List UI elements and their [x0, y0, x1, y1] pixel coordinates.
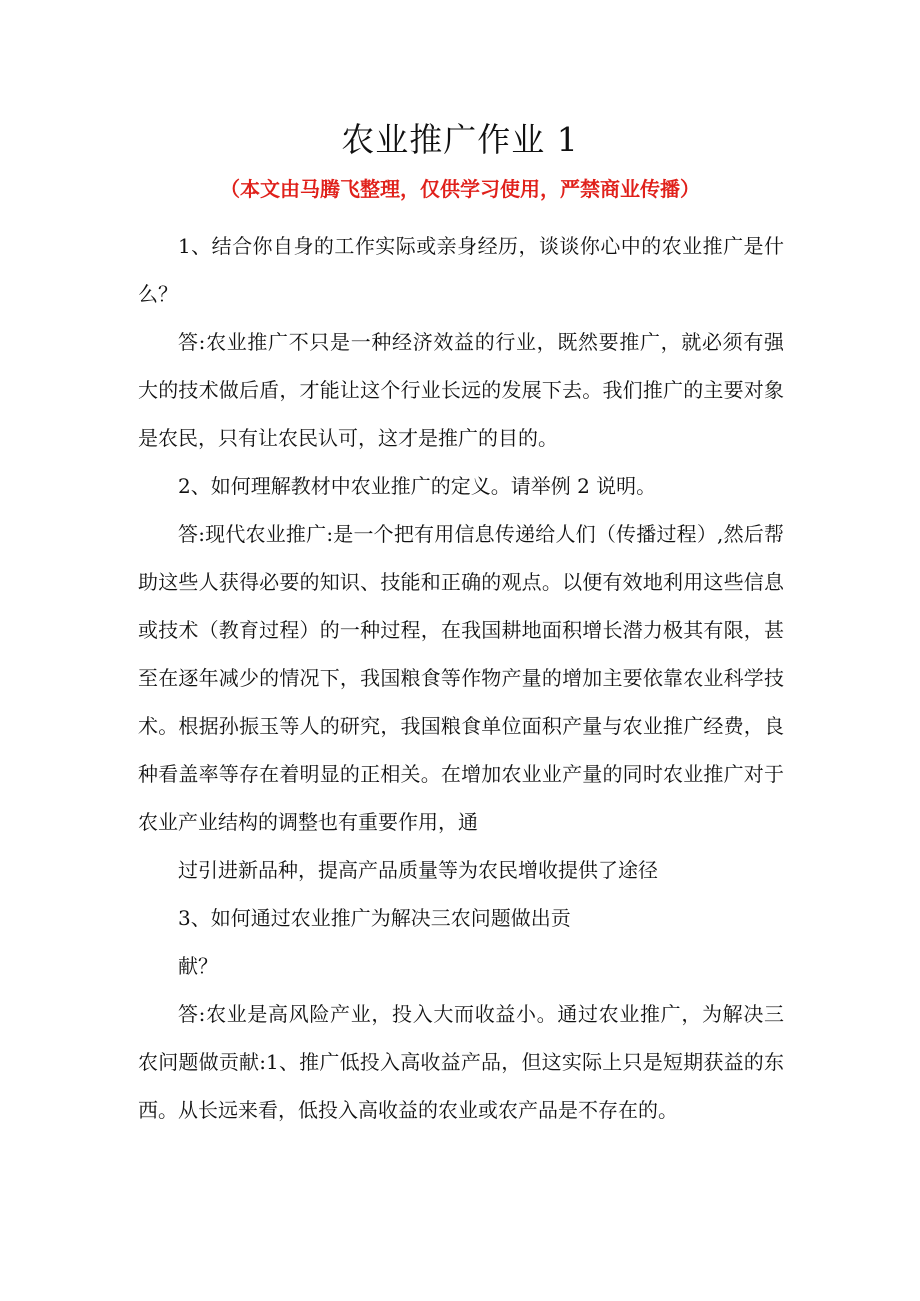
answer-1: [138, 318, 784, 462]
answer-3: [138, 990, 784, 1134]
question-2: [138, 462, 784, 510]
question-2-text: 2、如何理解教材中农业推广的定义。请举例 2 说明。: [178, 474, 657, 498]
question-3-continuation: [138, 942, 784, 990]
answer-2-continuation-text: 过引进新品种，提高产品质量等为农民增收提供了途径: [178, 858, 658, 882]
answer-3-text: 答:农业是高风险产业，投入大而收益小。通过农业推广，为解决三农问题做贡献:1、推广低投入高收益产品，但这实际上只是短期获益的东西。从长远来看，低投入高收益的农业或农产品是不存在的。: [138, 1002, 784, 1122]
answer-1-text: 答:农业推广不只是一种经济效益的行业，既然要推广，就必须有强大的技术做后盾，才能让这个行业长远的发展下去。我们推广的主要对象是农民，只有让农民认可，这才是推广的目的。: [138, 330, 784, 450]
question-1-text: 1、结合你自身的工作实际或亲身经历，谈谈你心中的农业推广是什么？: [138, 234, 784, 306]
document-title: 农业推广作业 1: [341, 120, 579, 159]
question-3-text: 3、如何通过农业推广为解决三农问题做出贡: [178, 906, 571, 930]
question-3-continuation-text: 献？: [178, 954, 218, 978]
answer-2-continuation: [138, 846, 784, 894]
answer-2-text: 答:现代农业推广:是一个把有用信息传递给人们（传播过程）,然后帮助这些人获得必要的知识、技能和正确的观点。以便有效地利用这些信息或技术（教育过程）的一种过程，在我国耕地面积增长潜力极其有限，甚至在逐年减少的情况下，我国粮食等作物产量的增加主要依靠农业科学技术。根据孙振玉等人的研究，我国粮食单位面积产量与农业推广经费，良种看盖率等存在着明显的正相关。在增加农业业产量的同时农业推广对于农业产业结构的调整也有重要作用，通: [138, 522, 784, 834]
question-1: [138, 222, 784, 318]
answer-2: [138, 510, 784, 846]
document-subtitle: （本文由马腾飞整理，仅供学习使用，严禁商业传播）: [220, 177, 700, 201]
question-3: [138, 894, 784, 942]
